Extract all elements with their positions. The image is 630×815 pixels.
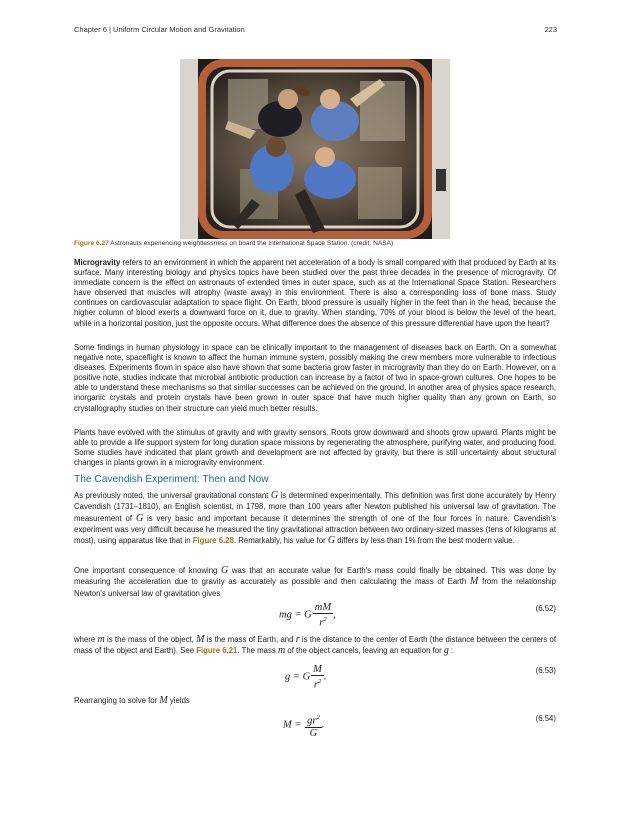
denominator: G — [309, 727, 318, 739]
exponent: 2 — [323, 616, 327, 623]
equation-lhs: M = — [283, 719, 305, 731]
text-run: is the mass of Earth, and — [204, 635, 296, 644]
math-var: m — [97, 634, 105, 645]
exponent: 2 — [317, 678, 322, 685]
math-var: G — [270, 490, 279, 501]
numerator: M — [313, 664, 322, 675]
math-var: M — [470, 576, 479, 588]
math-var: M — [159, 695, 168, 706]
equation-body — [283, 712, 324, 739]
section-title: The Cavendish Experiment: Then and Now — [74, 474, 269, 485]
denominator — [313, 614, 333, 629]
fraction — [313, 602, 333, 629]
equation-body — [279, 602, 336, 629]
math-var: G — [221, 565, 229, 576]
text-run: . Remarkably, his value for — [233, 536, 328, 546]
math-var: r — [295, 634, 300, 645]
text-run: Rearranging to solve for — [74, 696, 160, 705]
text-run: of the object cancels, leaving an equation for — [285, 646, 444, 656]
astronauts-photo — [180, 59, 450, 239]
math-var: M — [196, 634, 205, 645]
text-run: is very basic and important because it determines the strength of one of the four forces in nature. Cavendish's experiment was very difficult because he measured the tiny gravitational attraction between two ordinary-sized masses (tens of kilograms at most), using apparatus like that in — [74, 513, 556, 546]
text-run: differs by less than 1% from the best modern value. — [335, 536, 515, 546]
text-run: . The mass — [237, 646, 278, 656]
figure-link[interactable]: Figure 6.21 — [196, 646, 238, 656]
text-run: One important consequence of knowing — [74, 566, 222, 575]
text-run: As previously noted, the universal gravitational constant — [74, 491, 271, 500]
equation-6-52 — [74, 602, 556, 632]
figure-link[interactable]: Figure 6.28 — [192, 536, 234, 546]
paragraph-plants — [74, 428, 556, 468]
equation-punct: . — [321, 719, 325, 731]
running-header: Chapter 6 | Uniform Circular Motion and Gravitation — [74, 25, 245, 34]
figure-caption — [74, 240, 556, 247]
denominator-base: r — [313, 679, 318, 691]
math-var: m — [277, 645, 286, 657]
paragraph-rearranging — [74, 696, 556, 706]
term-microgravity: Microgravity — [74, 258, 121, 267]
text-run: from the relationship Newton's universal law of gravitation gives — [74, 577, 556, 598]
paragraph-physiology — [74, 343, 556, 414]
equation-punct: , — [333, 609, 336, 621]
paragraph-earth-mass — [74, 565, 556, 599]
numerator — [305, 712, 322, 728]
text-run: yields — [167, 696, 190, 705]
text-run: was that an accurate value for Earth's mass could finally be obtained. This was done by measuring the acceleration due to gravity as accurately as possible and then calculating the mass of Earth — [74, 566, 556, 587]
paragraph-microgravity — [74, 258, 556, 329]
denominator-base: r — [319, 617, 324, 629]
fraction — [305, 712, 322, 739]
numerator: mM — [314, 602, 332, 613]
photo-illustration — [180, 59, 450, 239]
text-run: is determined experimentally. This definition was first done accurately by Henry Cavendish (1731–1810), an English scientist, in 1798, more than 100 years after Newton published his universal law of gravitation. The measurement of — [74, 491, 556, 523]
paragraph-cavendish — [74, 490, 556, 546]
equation-punct: . — [323, 671, 327, 683]
equation-lhs: mg = G — [279, 609, 312, 621]
text-run: : — [448, 646, 454, 656]
exponent: 2 — [316, 714, 320, 721]
math-var: G — [135, 512, 144, 524]
text-run: where — [74, 635, 98, 644]
equation-lhs: g = G — [285, 671, 311, 683]
equation-number: (6.54) — [535, 714, 556, 723]
denominator — [311, 676, 324, 691]
equation-body — [285, 664, 327, 691]
figure-label: Figure 6.27 — [74, 240, 109, 247]
paragraph-text: refers to an environment in which the apparent net acceleration of a body is small compared with that produced by Earth at its surface. Many interesting biology and physics topics have been studied over the past three decades in the presence of microgravity. Of immediate concern is the effect on astronauts of extended times in outer space, such as at the International Space Station. Researchers have observed that muscles will atrophy (waste away) in this environment. There is also a corresponding loss of bone mass. Study continues on cardiovascular adaptation to space flight. On Earth, blood pressure is usually higher in the feet than in the head, because the higher column of blood exerts a downward force on it, due to gravity. When standing, 70% of your blood is below the level of the heart, while in a horizontal position, just the opposite occurs. What difference does the absence of this pressure differential have upon the heart? — [74, 258, 556, 328]
fraction — [311, 664, 324, 691]
paragraph-where — [74, 634, 556, 657]
page-number: 223 — [544, 25, 557, 34]
paragraph-text: Plants have evolved with the stimulus of gravity and with gravity sensors. Roots grow downward and shoots grow upward. Plants might be able to provide a life support system for long duration space missions by regenerating the atmosphere, purifying water, and producing food. Some studies have indicated that plant growth and development are not affected by gravity, but there is still uncertainty about structural changes in plants grown in a microgravity environment. — [74, 428, 556, 468]
paragraph-text: Some findings in human physiology in space can be clinically important to the management of diseases back on Earth. On a somewhat negative note, spaceflight is known to affect the human immune system, possibly making the crew members more vulnerable to infectious diseases. Experiments flown in space also have shown that some bacteria grow faster in microgravity than they do on Earth. However, on a positive note, studies indicate that microbial antibiotic production can increase by a factor of two in space-grown cultures. One hopes to be able to understand these mechanisms so that similar successes can be achieved on the ground. In another area of physics space research, inorganic crystals and protein crystals have been grown in outer space that have much higher quality than any grown on Earth, so crystallography studies on their structure can yield much better results. — [74, 343, 556, 413]
equation-6-53 — [74, 664, 556, 694]
text-run: is the distance to the center of Earth (the distance between the centers of mass of the object and Earth). See — [74, 635, 556, 656]
equation-number: (6.52) — [535, 604, 556, 613]
math-var: G — [327, 535, 336, 547]
numerator-base: gr — [307, 715, 317, 727]
text-run: is the mass of the object, — [104, 635, 197, 644]
equation-6-54 — [74, 712, 556, 742]
math-var: g — [443, 645, 449, 657]
figure-caption-text: Astronauts experiencing weightlessness on board the International Space Station. (credit: NASA) — [108, 240, 394, 247]
equation-number: (6.53) — [535, 666, 556, 675]
